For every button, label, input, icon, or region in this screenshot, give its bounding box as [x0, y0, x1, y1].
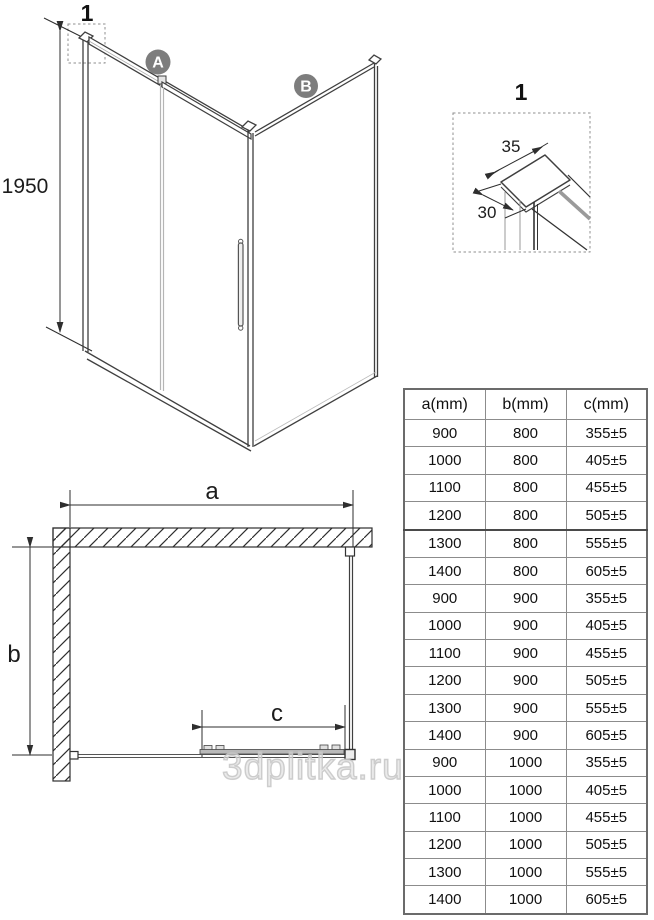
table-cell: 555±5 [566, 694, 647, 721]
table-cell: 605±5 [566, 722, 647, 749]
size-table-body [404, 420, 647, 915]
panel-a-badge-label: A [152, 54, 164, 72]
table-cell: 1000 [485, 831, 566, 858]
table-cell: 455±5 [566, 640, 647, 667]
table-cell: 1000 [404, 447, 485, 474]
watermark: 3dplitka.ru [222, 746, 404, 787]
table-cell: 405±5 [566, 612, 647, 639]
table-cell: 555±5 [566, 530, 647, 558]
table-cell: 900 [404, 749, 485, 776]
table-cell: 1200 [404, 502, 485, 530]
table-cell: 900 [404, 585, 485, 612]
table-cell: 900 [485, 667, 566, 694]
table-cell: 355±5 [566, 420, 647, 447]
table-header-cell: c(mm) [566, 389, 647, 420]
table-cell: 605±5 [566, 557, 647, 584]
table-row [404, 640, 647, 667]
table-cell: 800 [485, 447, 566, 474]
table-cell: 1300 [404, 859, 485, 886]
height-dimension [44, 18, 92, 351]
table-header-cell: b(mm) [485, 389, 566, 420]
wall-bracket-top [346, 547, 355, 556]
cap-depth-label: 30 [477, 203, 497, 222]
table-cell: 405±5 [566, 447, 647, 474]
table-cell: 1000 [404, 776, 485, 803]
table-cell: 505±5 [566, 667, 647, 694]
table-row [404, 694, 647, 721]
door-leading-edge [161, 85, 164, 391]
table-cell: 355±5 [566, 585, 647, 612]
left-wall [53, 528, 70, 781]
wall-bracket-left [70, 752, 78, 760]
bottom-rail-plan [70, 755, 346, 758]
table-header-row [404, 389, 647, 420]
table-cell: 900 [485, 612, 566, 639]
panel-a-badge [146, 50, 171, 75]
table-cell: 1200 [404, 667, 485, 694]
table-cell: 1000 [404, 612, 485, 639]
table-cell: 1300 [404, 530, 485, 558]
sliding-door-plan [200, 745, 344, 754]
table-cell: 455±5 [566, 474, 647, 501]
table-cell: 900 [485, 640, 566, 667]
table-cell: 800 [485, 420, 566, 447]
wall-profile [79, 32, 93, 352]
table-row [404, 667, 647, 694]
corner-profile [242, 121, 256, 447]
table-cell: 800 [485, 530, 566, 558]
door-top-bar [162, 82, 251, 139]
dimension-b-label: b [7, 641, 21, 668]
cap-width-label: 35 [501, 137, 521, 156]
table-row [404, 859, 647, 886]
top-wall [53, 528, 372, 547]
detail-view-drawing [435, 78, 650, 263]
table-cell: 1400 [404, 557, 485, 584]
side-panel-plan [350, 555, 353, 751]
height-dimension-label: 1950 [1, 175, 49, 198]
size-table [403, 388, 648, 915]
table-row [404, 447, 647, 474]
table-row [404, 585, 647, 612]
panel-b-badge-label: B [300, 78, 312, 96]
table-cell: 605±5 [566, 886, 647, 914]
dimension-a-label: a [205, 478, 219, 505]
front-bottom-rail [85, 351, 251, 451]
table-row [404, 612, 647, 639]
table-row [404, 502, 647, 530]
table-cell: 355±5 [566, 749, 647, 776]
table-row [404, 557, 647, 584]
corner-connector [345, 750, 355, 760]
table-cell: 800 [485, 502, 566, 530]
table-header-cell: a(mm) [404, 389, 485, 420]
table-cell: 1300 [404, 694, 485, 721]
table-cell: 800 [485, 557, 566, 584]
table-cell: 1400 [404, 886, 485, 914]
size-table-head [404, 389, 647, 420]
table-cell: 1200 [404, 831, 485, 858]
table-row [404, 420, 647, 447]
table-cell: 1400 [404, 722, 485, 749]
table-cell: 455±5 [566, 804, 647, 831]
table-cell: 1000 [485, 886, 566, 914]
panel-b-badge [294, 74, 318, 98]
detail-callout-label: 1 [514, 79, 528, 105]
table-row [404, 530, 647, 558]
table-cell: 900 [404, 420, 485, 447]
side-panel-glass-edge [255, 372, 376, 441]
table-cell: 405±5 [566, 776, 647, 803]
table-cell: 1100 [404, 474, 485, 501]
table-cell: 1000 [485, 859, 566, 886]
table-cell: 900 [485, 722, 566, 749]
table-cell: 1000 [485, 804, 566, 831]
table-row [404, 722, 647, 749]
table-cell: 800 [485, 474, 566, 501]
table-row [404, 474, 647, 501]
front-detail-callout-label: 1 [80, 0, 94, 26]
table-row [404, 886, 647, 914]
front-view-drawing [0, 0, 420, 468]
table-cell: 1100 [404, 640, 485, 667]
table-cell: 505±5 [566, 502, 647, 530]
table-cell: 900 [485, 585, 566, 612]
table-cell: 555±5 [566, 859, 647, 886]
plan-view-drawing [0, 468, 400, 820]
table-row [404, 804, 647, 831]
table-cell: 1000 [485, 776, 566, 803]
table-row [404, 776, 647, 803]
table-cell: 900 [485, 694, 566, 721]
table-row [404, 749, 647, 776]
dimension-c-label: c [271, 700, 283, 727]
table-cell: 1100 [404, 804, 485, 831]
table-row [404, 831, 647, 858]
door-handle [238, 239, 243, 330]
side-panel [254, 55, 381, 446]
table-cell: 505±5 [566, 831, 647, 858]
table-cell: 1000 [485, 749, 566, 776]
